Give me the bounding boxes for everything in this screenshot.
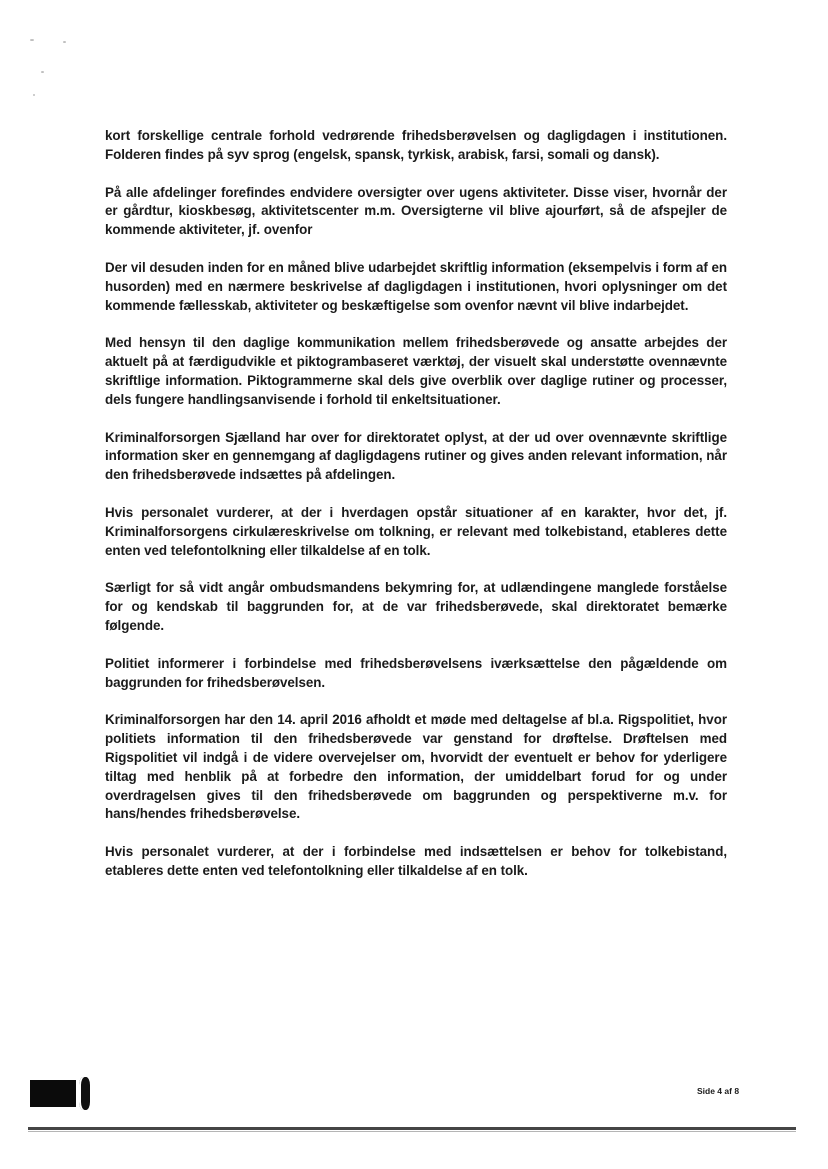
paragraph: På alle afdelinger forefindes endvidere oversigter over ugens aktiviteter. Disse viser, hvornår der er gårdtur, kioskbesøg, aktivitetscenter m.m. Oversigterne vil blive ajourført, så de afspejler de kommende aktiviteter, jf. ovenfor: [105, 184, 727, 238]
paragraph: Hvis personalet vurderer, at der i hverdagen opstår situationer af en karakter, hvor det, jf. Kriminalforsorgens cirkulæreskrivelse om tolkning, er relevant med tolkebistand, etableres dette enten ved telefontolkning eller tilkaldelse af en tolk.: [105, 504, 727, 558]
scan-ink-block: [30, 1080, 76, 1107]
scan-speck: [30, 39, 34, 41]
paragraph: Særligt for så vidt angår ombudsmandens bekymring for, at udlændingene manglede forståelse for og kendskab til baggrunden for, at de var frihedsberøvede, skal direktoratet bemærke følgende.: [105, 580, 727, 633]
paragraph: Kriminalforsorgen Sjælland har over for direktoratet oplyst, at der ud over ovennævnte skriftlige information sker en gennemgang af dagligdagens rutiner og gives anden relevant information, når den frihedsberøvede indsættes på afdelingen.: [105, 429, 727, 483]
page-number: Side 4 af 8: [697, 1086, 740, 1096]
paragraph: Med hensyn til den daglige kommunikation mellem frihedsberøvede og ansatte arbejdes der aktuelt på at færdigudvikle et piktogrambaseret værktøj, der visuelt skal understøtte ovennævnte skriftlige information. Piktogrammerne skal dels give overblik over daglige rutiner og processer, dels fungere handlingsanvisende i forhold til enkeltsituationer.: [105, 335, 727, 407]
scan-speck: [41, 71, 44, 73]
paragraph: Kriminalforsorgen har den 14. april 2016 afholdt et møde med deltagelse af bl.a. Rigspolitiet, hvor politiets information til den frihedsberøvede var genstand for drøftelse. Drøftelsen med Rigspolitiet vil indgå i de videre overvejelser om, hvorvidt der eventuelt er behov for yderligere tiltag med henblik på at forbedre den information, der umiddelbart forud for og under overdragelsen gives til den frihedsberøvede om baggrunden og perspektiverne m.v. for hans/hendes frihedsberøvelse.: [105, 712, 727, 822]
paragraph: kort forskellige centrale forhold vedrørende frihedsberøvelsen og dagligdagen i institutionen. Folderen findes på syv sprog (engelsk, spansk, tyrkisk, arabisk, farsi, somali og dansk).: [105, 128, 727, 162]
paragraph: Politiet informerer i forbindelse med frihedsberøvelsens iværksættelse den pågældende om baggrunden for frihedsberøvelsen.: [105, 655, 727, 690]
scan-edge-line-faint: [28, 1131, 796, 1132]
paragraph: Der vil desuden inden for en måned blive udarbejdet skriftlig information (eksempelvis i form af en husorden) med en nærmere beskrivelse af dagligdagen i institutionen, hvori oplysninger om det kommende fællesskab, aktiviteter og beskæftigelse som ovenfor nævnt vil blive indarbejdet.: [105, 259, 727, 313]
scan-speck: [63, 41, 66, 43]
scan-edge-line: [28, 1127, 796, 1130]
document-text-block: [105, 127, 727, 900]
paragraph: Hvis personalet vurderer, at der i forbindelse med indsættelsen er behov for tolkebistand, etableres dette enten ved telefontolkning eller tilkaldelse af en tolk.: [105, 844, 727, 878]
scan-ink-blob: [79, 1077, 90, 1110]
scan-speck: [33, 94, 35, 96]
